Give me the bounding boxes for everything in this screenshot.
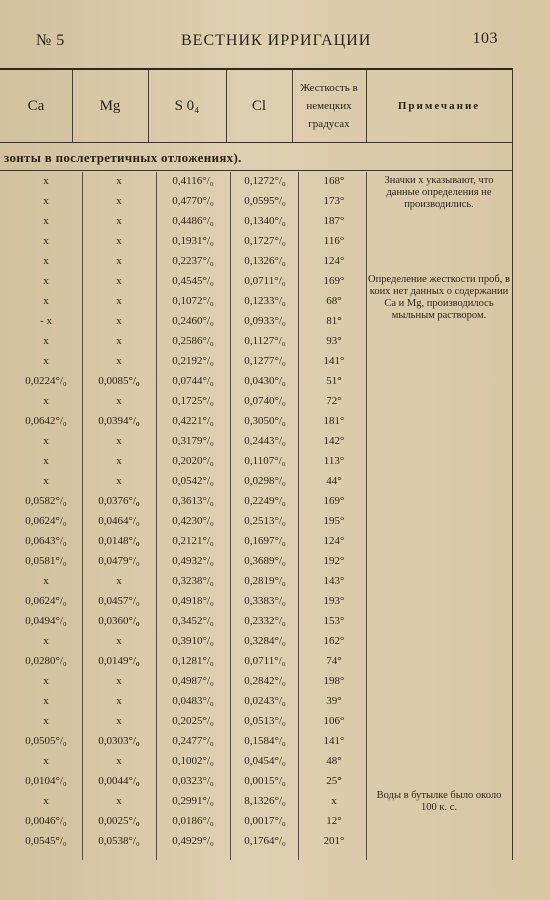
cell-hardness: 181° — [323, 415, 345, 427]
cell-hardness: 142° — [323, 435, 345, 447]
cell-mg: 0,0149°/₀ — [98, 655, 140, 667]
cell-so4: 0,2991°/₀ — [172, 795, 214, 807]
cell-so4: 0,2237°/₀ — [172, 255, 214, 267]
cell-so4: 0,4486°/₀ — [172, 215, 214, 227]
cell-cl: 0,0740°/₀ — [244, 395, 286, 407]
cell-mg: x — [116, 395, 122, 407]
cell-mg: x — [116, 455, 122, 467]
cell-ca: x — [43, 755, 49, 767]
cell-hardness: 169° — [323, 275, 345, 287]
cell-hardness: 116° — [323, 235, 345, 247]
header-divider — [226, 70, 227, 142]
section-rule — [0, 170, 512, 171]
cell-mg: x — [116, 315, 122, 327]
header-mg: Mg — [99, 97, 121, 114]
cell-so4: 0,3179°/₀ — [172, 435, 214, 447]
cell-ca: x — [43, 395, 49, 407]
cell-so4: 0,4116°/₀ — [172, 175, 214, 187]
cell-mg: x — [116, 195, 122, 207]
cell-mg: x — [116, 715, 122, 727]
table-row — [0, 312, 370, 332]
cell-ca: x — [43, 175, 49, 187]
cell-so4: 0,2477°/₀ — [172, 735, 214, 747]
cell-hardness: 25° — [326, 775, 342, 787]
cell-so4: 0,2586°/₀ — [172, 335, 214, 347]
cell-hardness: 93° — [326, 335, 342, 347]
cell-cl: 0,1697°/₀ — [244, 535, 286, 547]
header-note: Примечание — [397, 100, 481, 112]
cell-hardness: 12° — [326, 815, 342, 827]
cell-cl: 0,1127°/₀ — [244, 335, 286, 347]
cell-so4: 0,0186°/₀ — [172, 815, 214, 827]
header-hardness: Жесткость в немецких градусах — [300, 82, 358, 130]
cell-ca: 0,0624°/₀ — [25, 595, 67, 607]
table-row — [0, 552, 370, 572]
cell-so4: 0,2121°/₀ — [172, 535, 214, 547]
header-so4: S 0₄ — [174, 97, 200, 114]
cell-cl: 0,2332°/₀ — [244, 615, 286, 627]
cell-cl: 8,1326°/₀ — [244, 795, 286, 807]
cell-hardness: 68° — [326, 295, 342, 307]
cell-cl: 0,0430°/₀ — [244, 375, 286, 387]
table-row — [0, 272, 370, 292]
cell-mg: x — [116, 235, 122, 247]
cell-cl: 0,3050°/₀ — [244, 415, 286, 427]
cell-ca: x — [43, 255, 49, 267]
cell-cl: 0,1326°/₀ — [244, 255, 286, 267]
cell-cl: 0,3383°/₀ — [244, 595, 286, 607]
note-not-determined: Значки x указывают, что данные определения не производились. — [384, 175, 494, 210]
cell-so4: 0,4929°/₀ — [172, 835, 214, 847]
cell-ca: x — [43, 355, 49, 367]
table-row — [0, 192, 370, 212]
table-row — [0, 512, 370, 532]
cell-hardness: 173° — [323, 195, 345, 207]
table-row — [0, 632, 370, 652]
header-divider — [72, 70, 73, 142]
cell-so4: 0,0744°/₀ — [172, 375, 214, 387]
cell-so4: 0,1072°/₀ — [172, 295, 214, 307]
cell-cl: 0,1584°/₀ — [244, 735, 286, 747]
table-row — [0, 412, 370, 432]
cell-cl: 0,0711°/₀ — [244, 275, 286, 287]
cell-hardness: 81° — [326, 315, 342, 327]
cell-ca: x — [43, 275, 49, 287]
cell-hardness: 192° — [323, 555, 345, 567]
cell-cl: 0,1107°/₀ — [244, 455, 286, 467]
cell-cl: 0,2842°/₀ — [244, 675, 286, 687]
cell-hardness: 195° — [323, 515, 345, 527]
cell-ca: 0,0046°/₀ — [25, 815, 67, 827]
cell-hardness: 124° — [323, 255, 345, 267]
cell-hardness: 141° — [323, 735, 345, 747]
cell-hardness: 74° — [326, 655, 342, 667]
cell-ca: x — [43, 235, 49, 247]
cell-hardness: 198° — [323, 675, 345, 687]
table-row — [0, 452, 370, 472]
cell-ca: 0,0581°/₀ — [25, 555, 67, 567]
cell-hardness: 113° — [323, 455, 345, 467]
table-row — [0, 492, 370, 512]
cell-cl: 0,0454°/₀ — [244, 755, 286, 767]
cell-mg: 0,0394°/₀ — [98, 415, 140, 427]
header-divider — [148, 70, 149, 142]
cell-hardness: 153° — [323, 615, 345, 627]
cell-cl: 0,2819°/₀ — [244, 575, 286, 587]
cell-cl: 0,0513°/₀ — [244, 715, 286, 727]
cell-mg: 0,0148°/₀ — [98, 535, 140, 547]
table-row — [0, 472, 370, 492]
cell-cl: 0,3689°/₀ — [244, 555, 286, 567]
cell-mg: x — [116, 295, 122, 307]
cell-hardness: 124° — [323, 535, 345, 547]
cell-hardness: 162° — [323, 635, 345, 647]
cell-hardness: 168° — [323, 175, 345, 187]
table-right-edge — [512, 68, 513, 860]
cell-cl: 0,0595°/₀ — [244, 195, 286, 207]
cell-cl: 0,0243°/₀ — [244, 695, 286, 707]
section-title: зонты в послетретичных отложениях). — [4, 150, 242, 165]
cell-ca: 0,0624°/₀ — [25, 515, 67, 527]
cell-ca: 0,0280°/₀ — [25, 655, 67, 667]
cell-ca: 0,0545°/₀ — [25, 835, 67, 847]
cell-mg: 0,0044°/₀ — [98, 775, 140, 787]
cell-ca: x — [43, 635, 49, 647]
cell-cl: 0,0711°/₀ — [244, 655, 286, 667]
cell-ca: 0,0505°/₀ — [25, 735, 67, 747]
cell-hardness: 169° — [323, 495, 345, 507]
table-row — [0, 792, 370, 812]
cell-mg: 0,0025°/₀ — [98, 815, 140, 827]
cell-hardness: 51° — [326, 375, 342, 387]
table-row — [0, 392, 370, 412]
cell-ca: 0,0104°/₀ — [25, 775, 67, 787]
cell-ca: x — [43, 795, 49, 807]
cell-so4: 0,0323°/₀ — [172, 775, 214, 787]
note-soap-method: Определение жесткости проб, в коих нет данных о содержании Ca и Mg, производилось мыльным раствором. — [368, 274, 510, 321]
cell-so4: 0,4932°/₀ — [172, 555, 214, 567]
cell-so4: 0,3910°/₀ — [172, 635, 214, 647]
cell-ca: x — [43, 335, 49, 347]
cell-so4: 0,4987°/₀ — [172, 675, 214, 687]
cell-so4: 0,4770°/₀ — [172, 195, 214, 207]
table-row — [0, 352, 370, 372]
cell-cl: 0,3284°/₀ — [244, 635, 286, 647]
note-bottle-volume: Воды в бутылке было около 100 к. с. — [376, 790, 502, 813]
cell-mg: x — [116, 675, 122, 687]
journal-title: ВЕСТНИК ИРРИГАЦИИ — [181, 32, 372, 49]
data-rows — [0, 172, 370, 852]
cell-hardness: 193° — [323, 595, 345, 607]
cell-mg: 0,0538°/₀ — [98, 835, 140, 847]
cell-ca: x — [43, 475, 49, 487]
cell-ca: 0,0494°/₀ — [25, 615, 67, 627]
cell-hardness: 201° — [323, 835, 345, 847]
table-row — [0, 572, 370, 592]
cell-cl: 0,0298°/₀ — [244, 475, 286, 487]
cell-hardness: x — [331, 795, 337, 807]
cell-mg: 0,0457°/₀ — [98, 595, 140, 607]
cell-cl: 0,0017°/₀ — [244, 815, 286, 827]
table-row — [0, 372, 370, 392]
cell-so4: 0,4918°/₀ — [172, 595, 214, 607]
cell-so4: 0,2192°/₀ — [172, 355, 214, 367]
cell-so4: 0,1725°/₀ — [172, 395, 214, 407]
cell-ca: x — [43, 435, 49, 447]
table-header — [0, 70, 512, 143]
table-row — [0, 172, 370, 192]
table-row — [0, 612, 370, 632]
cell-ca: 0,0643°/₀ — [25, 535, 67, 547]
table-row — [0, 672, 370, 692]
cell-mg: x — [116, 255, 122, 267]
cell-cl: 0,0015°/₀ — [244, 775, 286, 787]
cell-hardness: 143° — [323, 575, 345, 587]
cell-ca: x — [43, 455, 49, 467]
cell-cl: 0,2513°/₀ — [244, 515, 286, 527]
table-row — [0, 692, 370, 712]
cell-cl: 0,1233°/₀ — [244, 295, 286, 307]
page-number: 103 — [472, 30, 498, 47]
cell-mg: 0,0360°/₀ — [98, 615, 140, 627]
cell-cl: 0,1277°/₀ — [244, 355, 286, 367]
cell-mg: x — [116, 175, 122, 187]
cell-so4: 0,3452°/₀ — [172, 615, 214, 627]
issue-number: № 5 — [36, 32, 65, 49]
cell-cl: 0,1272°/₀ — [244, 175, 286, 187]
cell-cl: 0,1764°/₀ — [244, 835, 286, 847]
cell-mg: 0,0479°/₀ — [98, 555, 140, 567]
cell-mg: x — [116, 695, 122, 707]
table-row — [0, 752, 370, 772]
cell-hardness: 39° — [326, 695, 342, 707]
cell-so4: 0,4221°/₀ — [172, 415, 214, 427]
cell-ca: x — [43, 575, 49, 587]
cell-cl: 0,1340°/₀ — [244, 215, 286, 227]
cell-hardness: 141° — [323, 355, 345, 367]
header-divider — [366, 70, 367, 142]
cell-mg: x — [116, 435, 122, 447]
table-row — [0, 732, 370, 752]
cell-mg: x — [116, 635, 122, 647]
cell-ca: x — [43, 215, 49, 227]
table-row — [0, 292, 370, 312]
cell-mg: x — [116, 215, 122, 227]
cell-mg: x — [116, 275, 122, 287]
cell-mg: 0,0085°/₀ — [98, 375, 140, 387]
cell-so4: 0,0483°/₀ — [172, 695, 214, 707]
table-row — [0, 212, 370, 232]
cell-so4: 0,2025°/₀ — [172, 715, 214, 727]
cell-hardness: 44° — [326, 475, 342, 487]
table-row — [0, 432, 370, 452]
cell-mg: x — [116, 575, 122, 587]
cell-ca: x — [43, 295, 49, 307]
table-row — [0, 812, 370, 832]
table-row — [0, 772, 370, 792]
cell-so4: 0,3613°/₀ — [172, 495, 214, 507]
table-row — [0, 832, 370, 852]
cell-ca: x — [43, 675, 49, 687]
cell-mg: 0,0303°/₀ — [98, 735, 140, 747]
header-ca: Ca — [27, 97, 45, 114]
cell-hardness: 106° — [323, 715, 345, 727]
header-cl: Cl — [251, 97, 267, 114]
cell-cl: 0,1727°/₀ — [244, 235, 286, 247]
table-row — [0, 712, 370, 732]
table-row — [0, 252, 370, 272]
table-row — [0, 232, 370, 252]
cell-ca: x — [43, 195, 49, 207]
cell-mg: 0,0376°/₀ — [98, 495, 140, 507]
cell-ca: 0,0582°/₀ — [25, 495, 67, 507]
cell-hardness: 72° — [326, 395, 342, 407]
cell-so4: 0,1002°/₀ — [172, 755, 214, 767]
cell-so4: 0,3238°/₀ — [172, 575, 214, 587]
cell-so4: 0,2020°/₀ — [172, 455, 214, 467]
table-row — [0, 532, 370, 552]
cell-mg: x — [116, 355, 122, 367]
cell-cl: 0,2443°/₀ — [244, 435, 286, 447]
cell-cl: 0,0933°/₀ — [244, 315, 286, 327]
table-row — [0, 332, 370, 352]
cell-ca: - x — [40, 315, 52, 327]
header-divider — [292, 70, 293, 142]
cell-hardness: 48° — [326, 755, 342, 767]
cell-so4: 0,4230°/₀ — [172, 515, 214, 527]
cell-ca: x — [43, 715, 49, 727]
table-row — [0, 652, 370, 672]
cell-so4: 0,1281°/₀ — [172, 655, 214, 667]
cell-mg: x — [116, 795, 122, 807]
cell-so4: 0,4545°/₀ — [172, 275, 214, 287]
cell-cl: 0,2249°/₀ — [244, 495, 286, 507]
running-header — [36, 30, 530, 56]
cell-so4: 0,2460°/₀ — [172, 315, 214, 327]
cell-mg: 0,0464°/₀ — [98, 515, 140, 527]
cell-mg: x — [116, 335, 122, 347]
cell-ca: 0,0642°/₀ — [25, 415, 67, 427]
cell-so4: 0,1931°/₀ — [172, 235, 214, 247]
cell-hardness: 187° — [323, 215, 345, 227]
table-row — [0, 592, 370, 612]
cell-ca: 0,0224°/₀ — [25, 375, 67, 387]
cell-so4: 0,0542°/₀ — [172, 475, 214, 487]
cell-mg: x — [116, 475, 122, 487]
cell-mg: x — [116, 755, 122, 767]
cell-ca: x — [43, 695, 49, 707]
